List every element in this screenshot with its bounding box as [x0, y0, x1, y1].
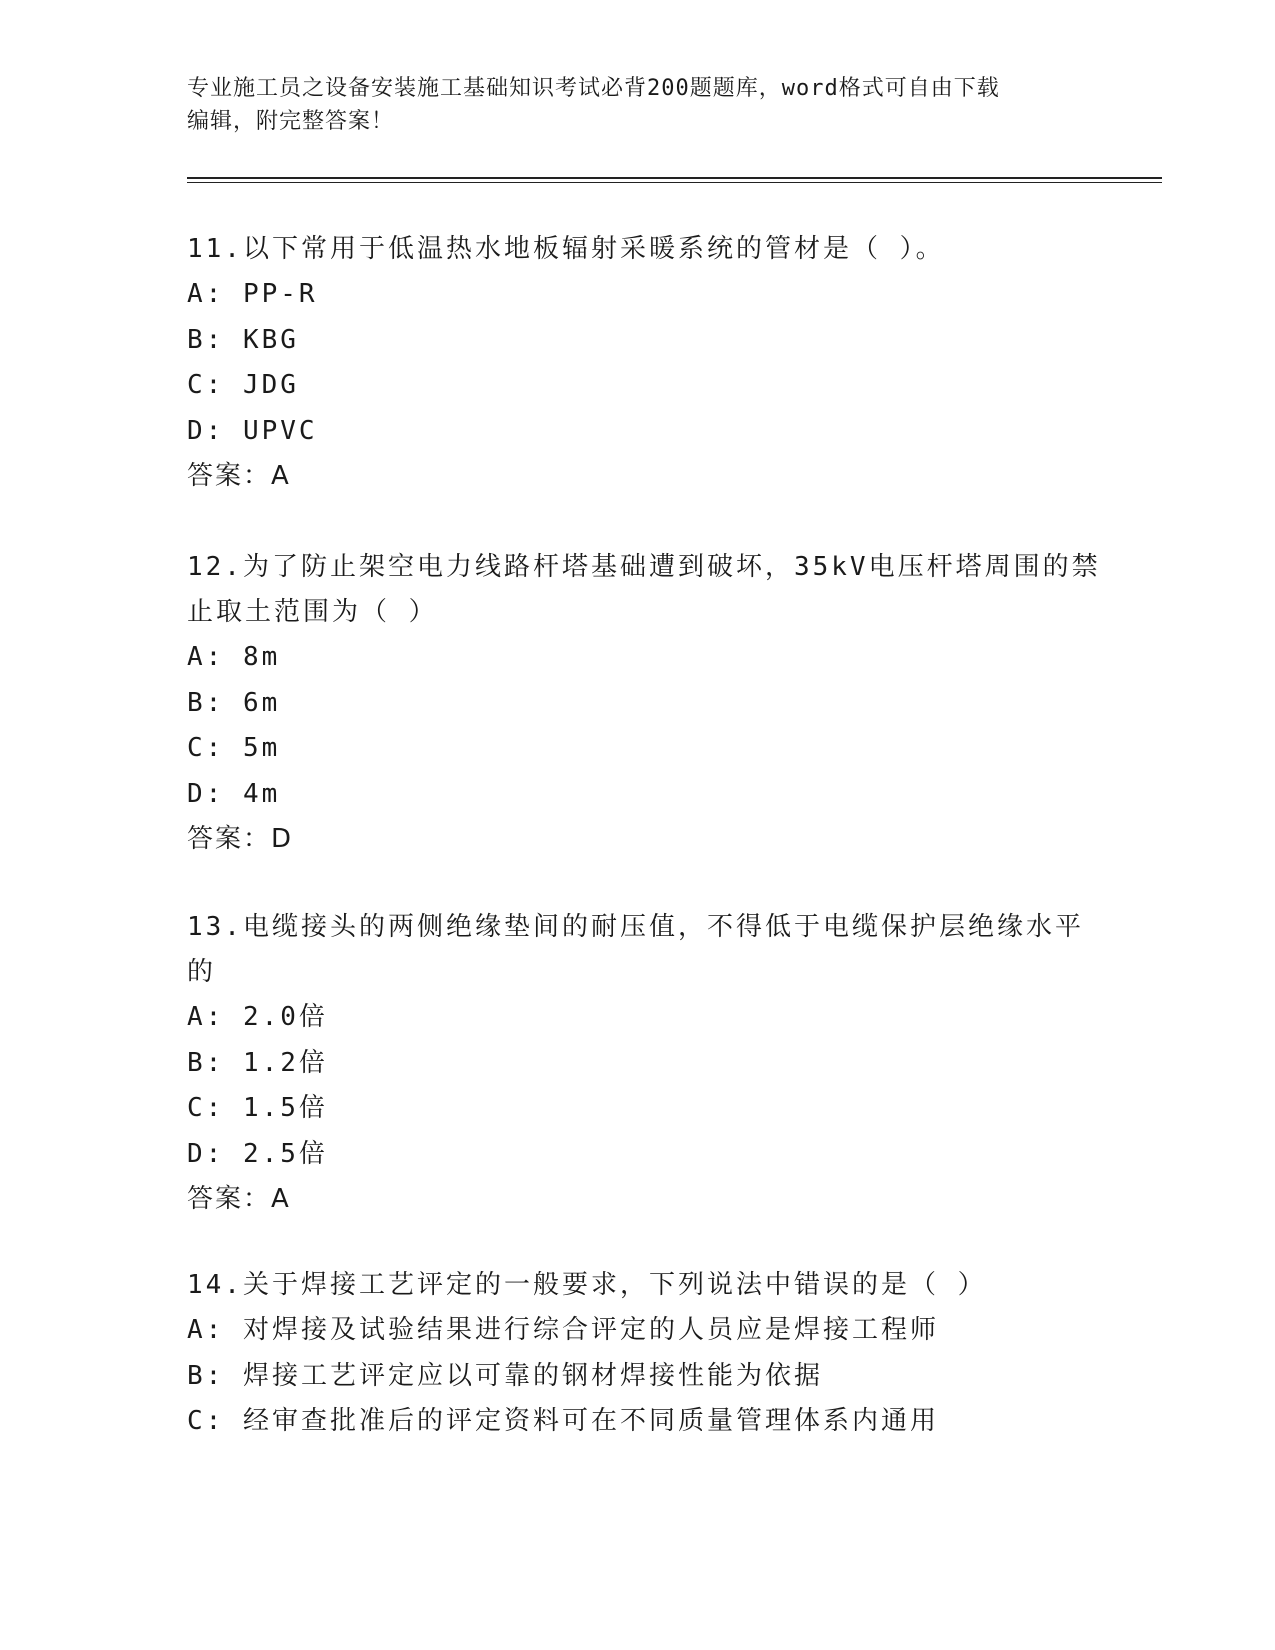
option-c: C: 1.5倍: [187, 1093, 328, 1123]
option-b: B: 6m: [187, 687, 281, 718]
question-title: 13.电缆接头的两侧绝缘垫间的耐压值，不得低于电缆保护层绝缘水平: [187, 912, 1084, 942]
question-12: [187, 545, 1107, 862]
question-title-continued: 止取土范围为（ ）: [187, 597, 438, 627]
document-header: [187, 72, 1087, 138]
option-b: B: 1.2倍: [187, 1047, 328, 1078]
header-line-1: 专业施工员之设备安装施工基础知识考试必背200题题库，word格式可自由下载: [187, 76, 1000, 101]
option-b: B: 焊接工艺评定应以可靠的钢材焊接性能为依据: [187, 1360, 823, 1391]
option-c: C: JDG: [187, 370, 299, 400]
question-title: 14.关于焊接工艺评定的一般要求，下列说法中错误的是（ ）: [187, 1270, 987, 1300]
question-title-continued: 的: [187, 957, 217, 987]
option-c: C: 5m: [187, 733, 281, 763]
option-b: B: KBG: [187, 324, 299, 355]
option-d: D: 4m: [187, 778, 281, 809]
option-a: A: 2.0倍: [187, 1002, 328, 1032]
header-divider-thin: [187, 182, 1162, 183]
question-11: [187, 227, 1107, 499]
question-title: 12.为了防止架空电力线路杆塔基础遭到破坏，35kV电压杆塔周围的禁: [187, 552, 1101, 582]
question-14: [187, 1263, 1107, 1445]
option-a: A: 8m: [187, 642, 281, 672]
question-13: [187, 905, 1107, 1222]
option-a: A: PP-R: [187, 279, 318, 309]
option-d: D: UPVC: [187, 415, 318, 446]
question-title: 11.以下常用于低温热水地板辐射采暖系统的管材是（ ）。: [187, 234, 945, 264]
answer: 答案：D: [187, 824, 294, 854]
option-c: C: 经审查批准后的评定资料可在不同质量管理体系内通用: [187, 1406, 939, 1436]
option-a: A: 对焊接及试验结果进行综合评定的人员应是焊接工程师: [187, 1315, 939, 1345]
option-d: D: 2.5倍: [187, 1138, 328, 1169]
header-divider-thick: [187, 177, 1162, 179]
header-line-2: 编辑，附完整答案！: [187, 109, 395, 134]
answer: 答案：A: [187, 461, 291, 491]
answer: 答案：A: [187, 1184, 291, 1214]
